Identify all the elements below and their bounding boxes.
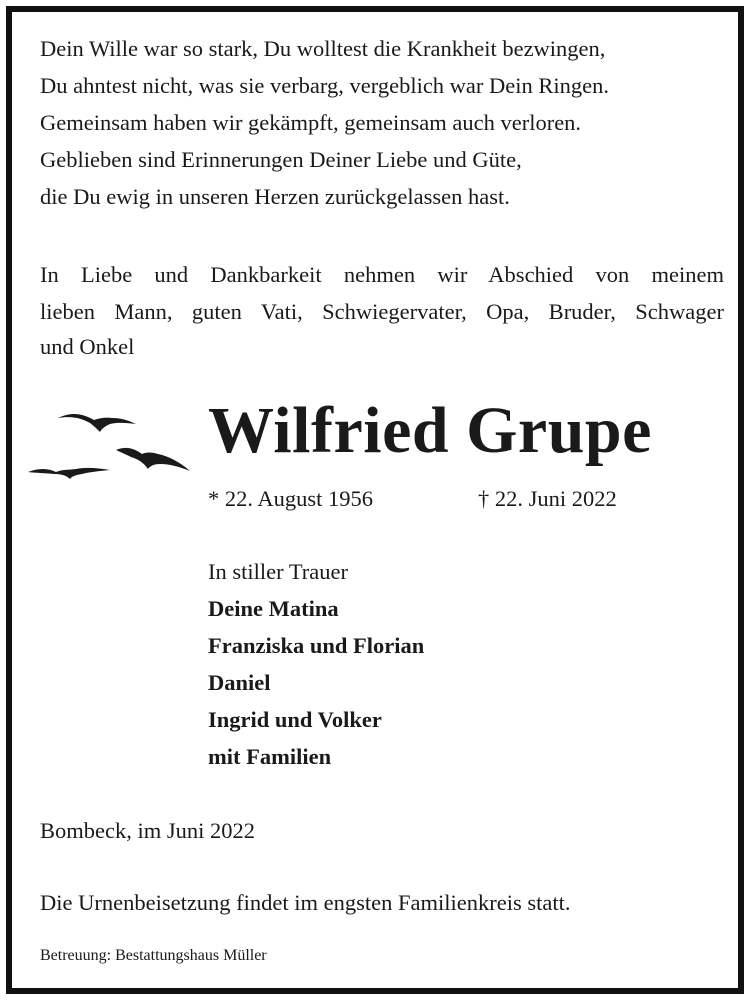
mourner-3: Daniel [208, 670, 271, 695]
burial-note: Die Urnenbeisetzung findet im engsten Familienkreis statt. [40, 890, 571, 915]
mourner-2: Franziska und Florian [208, 633, 425, 658]
intro-line-3: und Onkel [40, 334, 135, 359]
poem-line-3: Gemeinsam haben wir gekämpft, gemeinsam auch verloren. [40, 110, 582, 135]
birth-date: * 22. August 1956 [208, 486, 374, 511]
flying-birds-icon [24, 402, 204, 492]
mourner-1: Deine Matina [208, 596, 339, 621]
poem-line-4: Geblieben sind Erinnerungen Deiner Liebe und Güte, [40, 147, 522, 172]
poem-line-1: Dein Wille war so stark, Du wolltest die Krankheit bezwingen, [40, 36, 606, 61]
intro-line-1: In Liebe und Dankbarkeit nehmen wir Abschied von meinem [40, 262, 724, 287]
intro-line-2: lieben Mann, guten Vati, Schwiegervater, Opa, Bruder, Schwager [40, 299, 724, 324]
death-date: † 22. Juni 2022 [478, 486, 617, 511]
mourners-heading: In stiller Trauer [208, 559, 348, 584]
obituary-notice [6, 6, 744, 994]
funeral-home-credit: Betreuung: Bestattungshaus Müller [40, 947, 267, 964]
mourner-4: Ingrid und Volker [208, 707, 382, 732]
mourner-5: mit Familien [208, 744, 332, 769]
place-date: Bombeck, im Juni 2022 [40, 818, 255, 843]
poem-line-2: Du ahntest nicht, was sie verbarg, vergeblich war Dein Ringen. [40, 73, 610, 98]
deceased-name: Wilfried Grupe [208, 394, 652, 467]
poem-line-5: die Du ewig in unseren Herzen zurückgelassen hast. [40, 184, 510, 209]
